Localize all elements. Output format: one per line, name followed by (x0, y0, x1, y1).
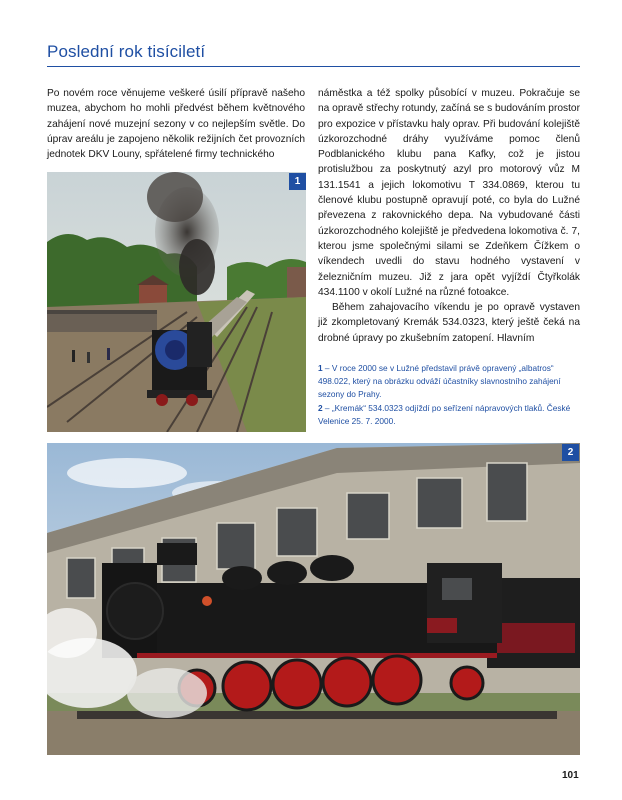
caption-number: 1 (318, 363, 323, 373)
caption-1 (318, 362, 580, 400)
caption-separator: – (322, 363, 332, 373)
caption-text: „Kremák“ 534.0323 odjíždí po seřízení nápravových tlaků. České Velenice 25. 7. 2000. (318, 403, 571, 427)
page-number: 101 (562, 770, 579, 781)
text-column-left (47, 86, 305, 162)
body-paragraph: Po novém roce věnujeme veškeré úsilí přípravě našeho muzea, abychom ho mohli předvést během květnového zahájení nové muzejní sezony v co nejlepším světle. Do úprav areálu je zapojeno několik režijních čet provozních jednotek DKV Louny, spřátelené firmy technického (47, 88, 305, 161)
text-column-right (318, 86, 580, 346)
photo-locomotive-534 (47, 443, 580, 755)
photo-number-badge: 2 (562, 444, 579, 461)
heading-rule (47, 66, 580, 67)
photo-locomotive-498 (47, 172, 306, 432)
body-paragraph: Během zahajovacího víkendu je po opravě vystaven již zkompletovaný Kremák 534.0323, který ještě čeká na drobné úpravy po zkušebním zatopení. Hlavním (318, 302, 580, 344)
photo-captions (318, 362, 580, 430)
photo-number-badge: 1 (289, 173, 306, 190)
caption-text: V roce 2000 se v Lužné představil právě opravený „albatros“ 498.022, který na obrázku odváží účastníky slavnostního zahájení sezony do Prahy. (318, 363, 561, 399)
caption-separator: – (322, 403, 332, 414)
body-paragraph: náměstka a též spolky působící v muzeu. Pokračuje se na opravě střechy rotundy, začíná se s budováním prostor pro expozice v přístavku haly oprav. Při budování kolejiště úzkorozchodné dráhy využíváme pomoc členů Podblanického klubu pana Kafky, což je jistou protislužbou za poskytnutý azyl pro motorový vůz M 131.1541 a jejich lokomotivu T 334.0869, kterou tu členové klubu postupně opravují poté, co byla do Lužné převezena z rakovnického depa. Na vybudované části úzkorozchodného kolejiště je předvedena lokomotiva č. 7, kterou jsme společnými silami se Zdeňkem Čížkem o víkendech uvedli do stavu hodného vystavení v železničním muzeu. Již z jara opět vyjíždí Čtyřkolák 434.1100 v okolí Lužné na různé fotoakce. (318, 88, 580, 298)
caption-number: 2 (318, 403, 323, 414)
caption-2 (318, 402, 580, 428)
section-heading: Poslední rok tisíciletí (47, 42, 206, 61)
